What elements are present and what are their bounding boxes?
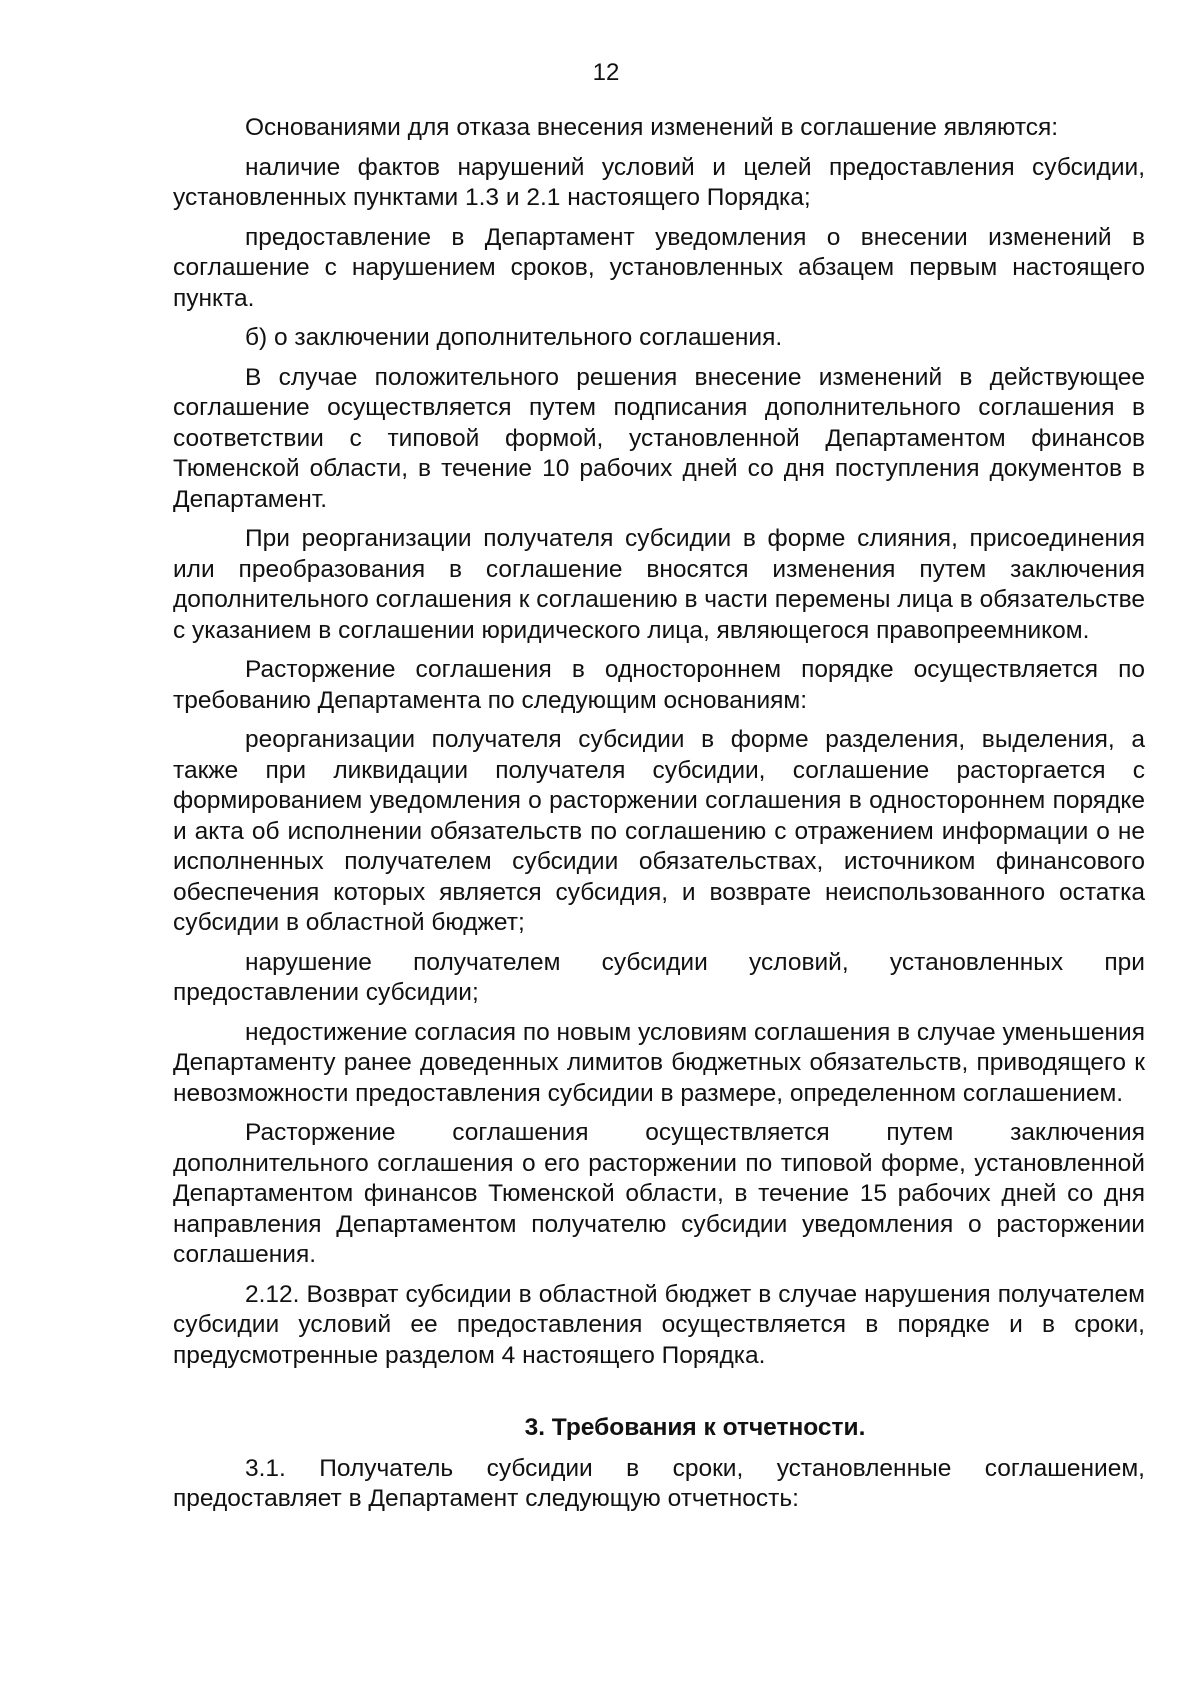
paragraph: Расторжение соглашения осуществляется путем заключения дополнительного соглашения о его расторжении по типовой форме, установленной Департаментом финансов Тюменской области, в течение 15 рабочих дней со дня направления Департаментом получателю субсидии уведомления о расторжении соглашения. — [173, 1119, 1145, 1268]
paragraph: наличие фактов нарушений условий и целей предоставления субсидии, установленных пунктами 1.3 и 2.1 настоящего Порядка; — [173, 153, 1145, 211]
paragraph: В случае положительного решения внесение изменений в действующее соглашение осуществляется путем подписания дополнительного соглашения в соответствии с типовой формой, установленной Департаментом финансов Тюменской области, в течение 10 рабочих дней со дня поступления документов в Департамент. — [173, 363, 1145, 513]
paragraph: 2.12. Возврат субсидии в областной бюджет в случае нарушения получателем субсидии условий ее предоставления осуществляется в порядке и в сроки, предусмотренные разделом 4 настоящего Порядка. — [173, 1280, 1145, 1369]
paragraph: 3.1. Получатель субсидии в сроки, установленные соглашением, предоставляет в Департамент следующую отчетность: — [173, 1454, 1145, 1512]
paragraph: Основаниями для отказа внесения изменений в соглашение являются: — [245, 114, 1059, 141]
paragraph: нарушение получателем субсидии условий, установленных при предоставлении субсидии; — [173, 948, 1145, 1006]
paragraph: б) о заключении дополнительного соглашения. — [245, 324, 783, 351]
paragraph: реорганизации получателя субсидии в форме разделения, выделения, а также при ликвидации получателя субсидии, соглашение расторгается с формированием уведомления о расторжении соглашения в одностороннем порядке и акта об исполнении обязательств по соглашению с отражением информации о не исполненных получателем субсидии обязательствах, источником финансового обеспечения которых является субсидия, и возврате неиспользованного остатка субсидии в областной бюджет; — [173, 726, 1145, 936]
document-body — [173, 113, 1145, 1524]
paragraph: предоставление в Департамент уведомления о внесении изменений в соглашение с нарушением сроков, установленных абзацем первым настоящего пункта. — [173, 223, 1145, 312]
section-heading: 3. Требования к отчетности. — [524, 1414, 866, 1441]
paragraph: Расторжение соглашения в одностороннем порядке осуществляется по требованию Департамента по следующим основаниям: — [173, 656, 1145, 714]
paragraph: При реорганизации получателя субсидии в форме слияния, присоединения или преобразования в соглашение вносятся изменения путем заключения дополнительного соглашения к соглашению в части перемены лица в обязательстве с указанием в соглашении юридического лица, являющегося правопреемником. — [173, 525, 1145, 644]
page-number: 12 — [592, 59, 620, 86]
paragraph: недостижение согласия по новым условиям соглашения в случае уменьшения Департаменту ранее доведенных лимитов бюджетных обязательств, приводящего к невозможности предоставления субсидии в размере, определенном соглашением. — [173, 1018, 1145, 1107]
